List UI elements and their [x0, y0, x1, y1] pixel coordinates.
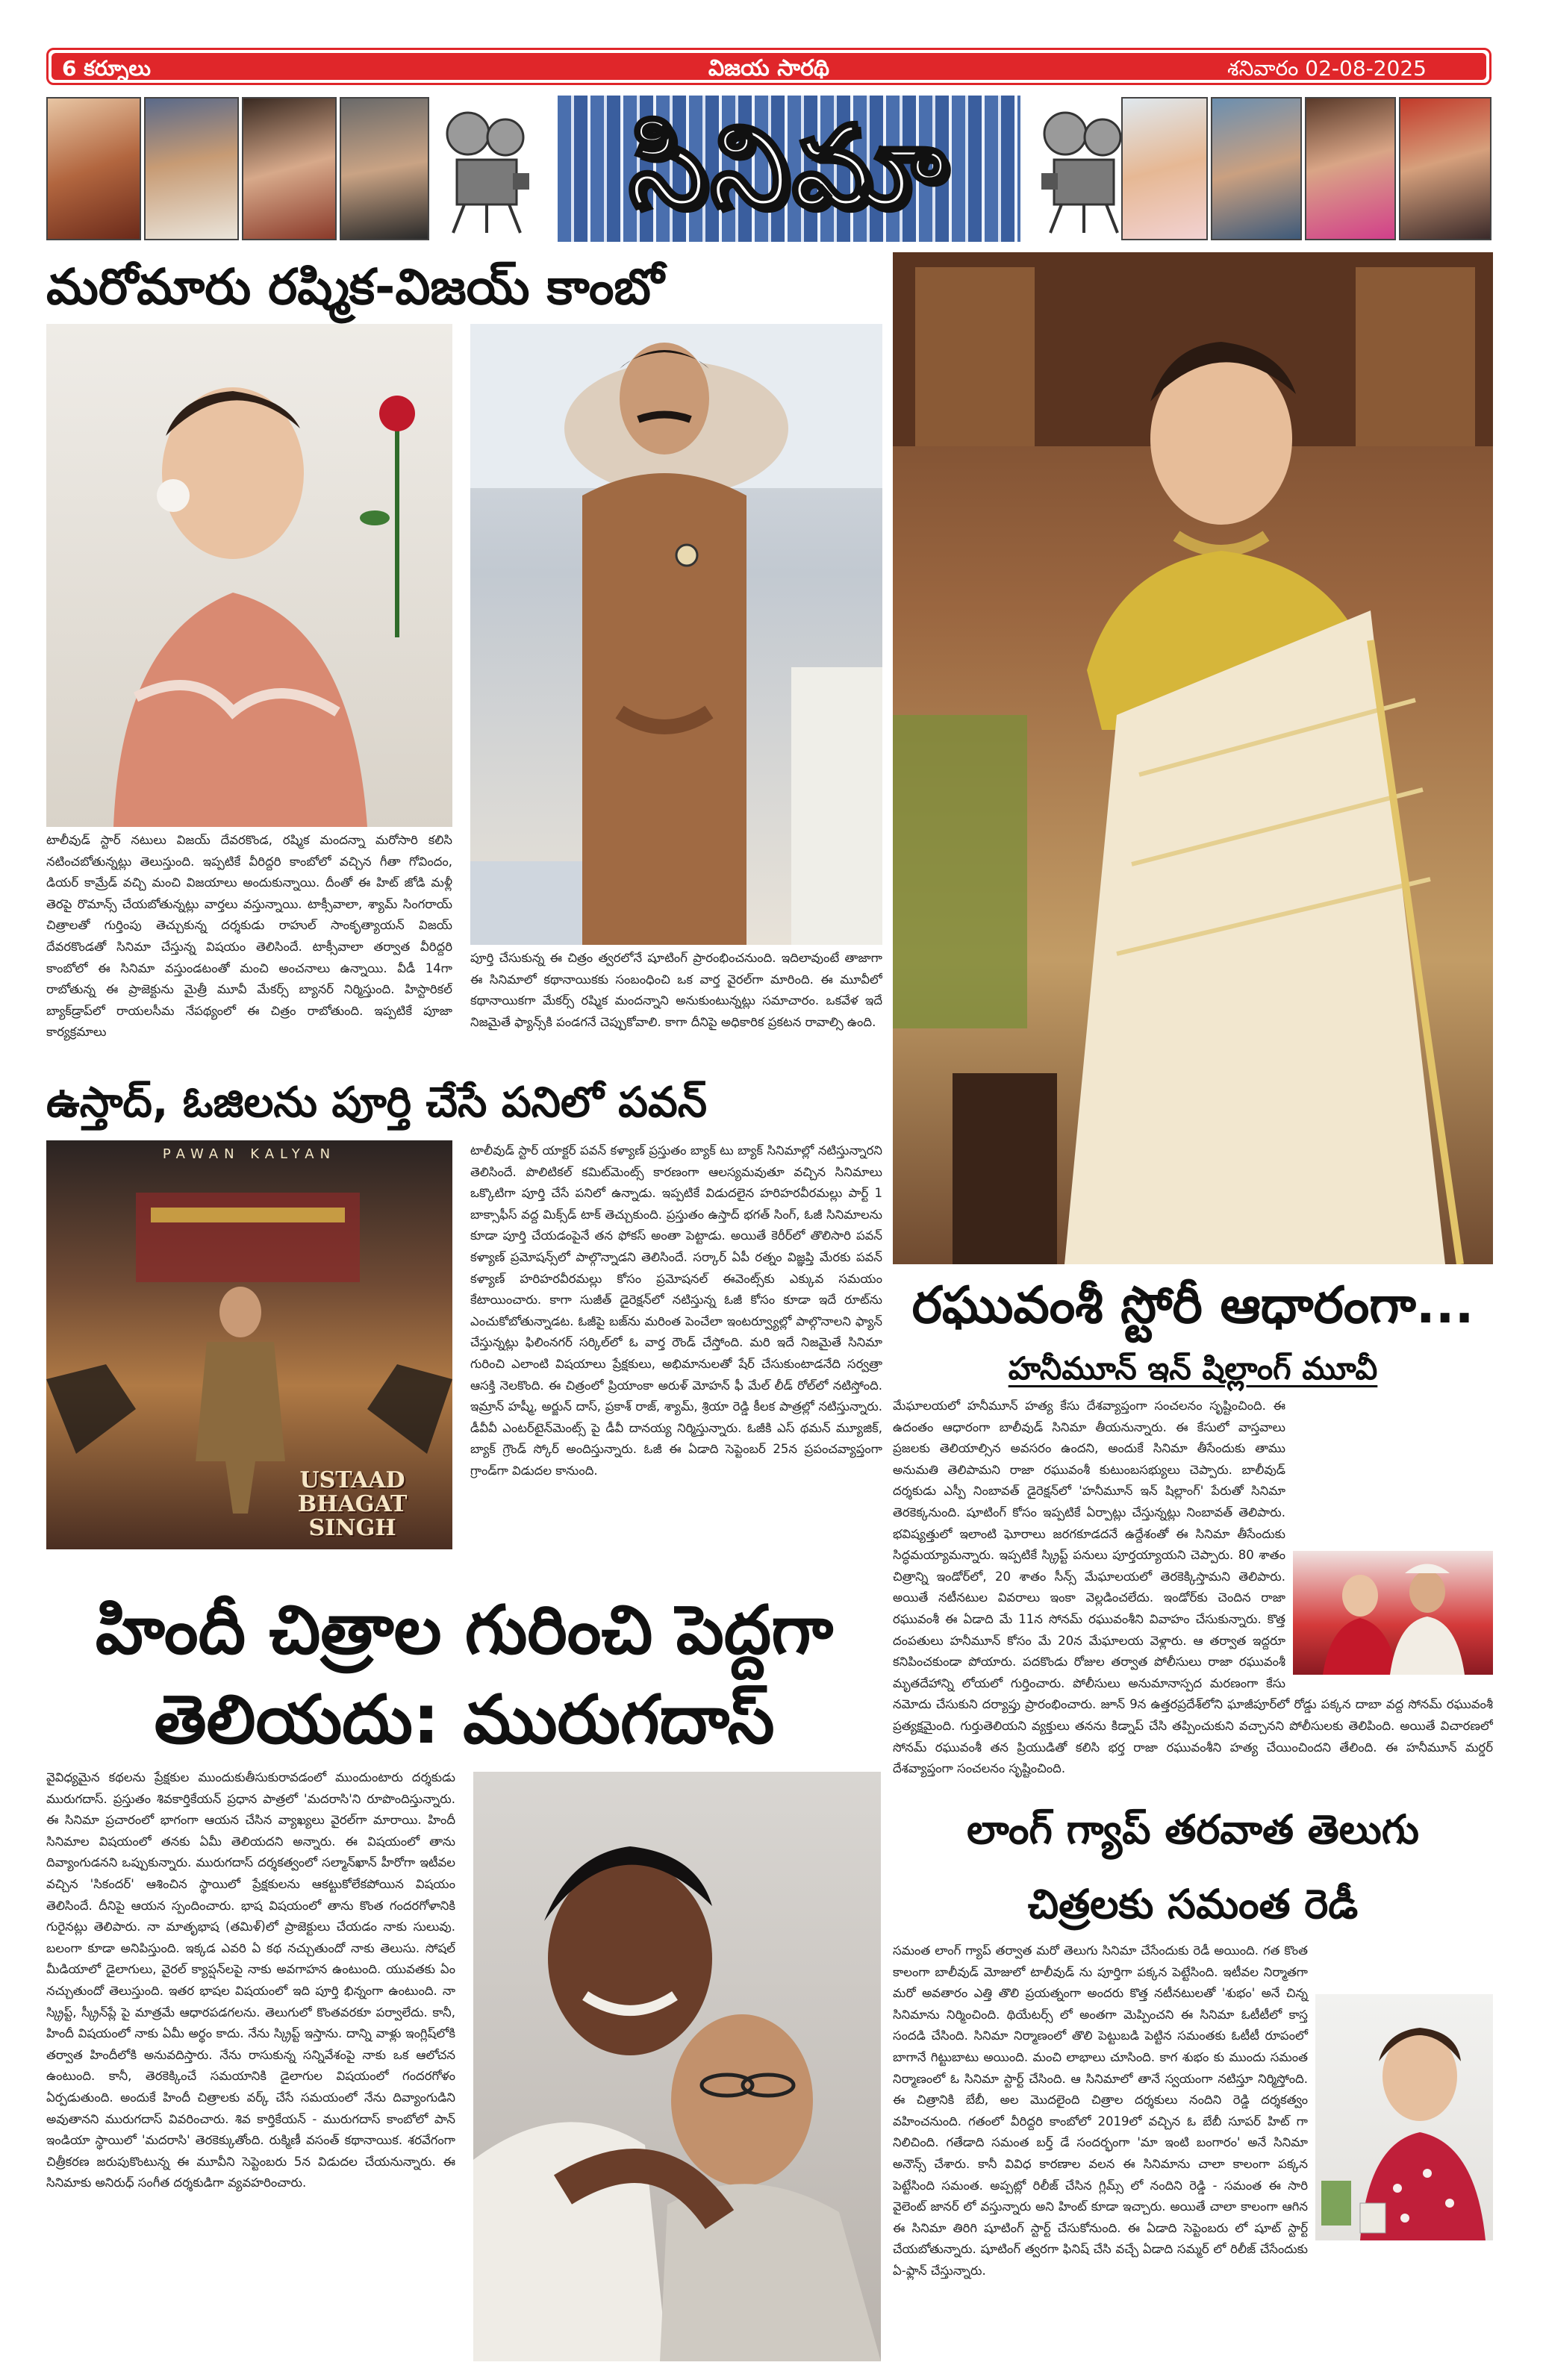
headline-rashmika: మరోమారు రష్మిక-విజయ్ కాంబో	[46, 258, 664, 316]
poster-title: USTAAD BHAGAT SINGH	[297, 1467, 408, 1541]
headline-samantha-line2: చిత్రలకు సమంత రెడీ	[1027, 1881, 1359, 1928]
actor-photo-2	[144, 97, 239, 240]
section-banner	[46, 94, 1491, 243]
samantha-body	[893, 1940, 1493, 2366]
headline-samantha-line1: లాంగ్ గ్యాప్ తరవాత తెలుగు	[967, 1806, 1419, 1853]
murugadoss-body: వైవిధ్యమైన కథలను ప్రేక్షకుల ముందుకుతీసుకురావడంలో ముందుంటారు దర్శకుడు మురుగదాస్. ప్రస్తుతం శివకార్తికేయన్ ప్రధాన పాత్రలో 'మదరాసి'ని రూపొందిస్తున్నారు. ఈ సినిమా ప్రచారంలో భాగంగా ఆయన చేసిన వ్యాఖ్యలు వైరల్‌గా మారాయి. హిందీ సినిమాల విషయంలో తనకు ఏమీ తెలియదని అన్నారు. ఈ విషయంలో తాను దివ్యాంగుడనని ఒప్పుకున్నారు. మురుగదాస్ దర్శకత్వంలో సల్మాన్‌ఖాన్ హీరోగా ఇటీవల వచ్చిన 'సికందర్' ఆశించిన స్థాయిలో ప్రేక్షకులను ఆకట్టుకోలేకపోయిన విషయం తెలిసిందే. దీనిపై ఆయన స్పందించారు. భాష విషయంలో తాను కొంత గందరగోళానికి గురైనట్లు తెలిపారు. నా మాతృభాష (తమిళ్)లో ప్రాజెక్టులు చేయడం నాకు సులువు. బలంగా కూడా అనిపిస్తుంది. ఇక్కడ ఎవరి ఏ కథ నచ్చుతుందో నాకు తెలుసు. సోషల్ మీడియాలో డైలాగులు, వైరల్ క్యాప్షన్‌లపై నాకు అవగాహన ఉంటుంది. యువతకు ఏం నచ్చుతుందో తెలుస్తుంది. ఇతర భాషల విషయంలో ఇది పూర్తి భిన్నంగా ఉంటుంది. నా స్క్రిప్ట్, స్క్రీన్‌ప్లే పై మాత్రమే ఆధారపడగలను. తెలుగులో కొంతవరకూ పర్వాలేదు. కానీ, హిందీ విషయంలో నాకు ఏమీ అర్థం కాదు. నేను స్క్రిప్ట్ ఇస్తాను. దాన్ని వాళ్లు ఇంగ్లిష్‌లోకి తర్వాత హిందీలోకి అనువదిస్తారు. నేను రాసుకున్న సన్నివేశంపై నాకు ఒక ఆలోచన ఉంటుంది. కానీ, తెరకెక్కించే సమయానికి డైలాగుల విషయంలో గందరగోళం ఏర్పడుతుంది. అందుకే హిందీ చిత్రాలకు వర్క్ చేసే సమయంలో నేను దివ్యాంగుడిని అవుతానని మురుగదాస్ వివరించారు. శివ కార్తికేయన్ - మురుగదాస్ కాంబోలో పాన్ ఇండియా స్థాయిలో 'మదరాసి' తెరకెక్కుతోంది. రుక్మిణీ వసంత్ కథానాయిక. శరవేగంగా చిత్రీకరణ జరుపుకొంటున్న ఈ మూవీని సెప్టెంబరు 5న విడుదల చేయనున్నారు. ఈ సినిమాకు అనిరుధ్ సంగీత దర్శకుడిగా వ్యవహరించారు.	[46, 1770, 455, 2190]
actor-photo-4	[340, 97, 429, 240]
headline-raghuvanshi: రఘువంశీ స్టోరీ ఆధారంగా...	[911, 1276, 1474, 1335]
page-label: 6 కర్నూలు	[62, 56, 151, 81]
actor-photo-6	[1211, 97, 1302, 240]
header-bar-fill	[52, 53, 1486, 80]
subheadline-raghuvanshi: హనీమూన్ ఇన్ షిల్లాంగ్ మూవీ	[1008, 1350, 1378, 1387]
actor-photo-3	[242, 97, 337, 240]
photo-wedding-couple	[1293, 1551, 1493, 1675]
film-projector-icon	[442, 107, 532, 234]
actor-photo-5	[1121, 97, 1208, 240]
rashmika-body-left: టాలీవుడ్ స్టార్ నటులు విజయ్ దేవరకొండ, రష్మిక మందన్నా మరోసారి కలిసి నటించబోతున్నట్లు తెలుస్తుంది. ఇప్పటికే వీరిద్దరి కాంబోలో వచ్చిన గీతా గోవిందం, డియర్ కామ్రేడ్ వచ్చి మంచి విజయాలు అందుకున్నాయి. దీంతో ఈ హిట్ జోడి మళ్లీ తెరపై రొమాన్స్ చేయబోతున్నట్లు వార్తలు వస్తున్నాయి. టాక్సీవాలా, శ్యామ్ సింగరాయ్ చిత్రాలతో గుర్తింపు తెచ్చుకున్న దర్శకుడు రాహుల్ సాంకృత్యాయన్ విజయ్ దేవరకొండతో సినిమా చేస్తున్న విషయం తెలిసిందే. టాక్సీవాలా తర్వాత వీరిద్దరి కాంబోలో ఈ సినిమా వస్తుండటంతో మంచి అంచనాలు ఉన్నాయి. వీడీ 14గా రాబోతున్న ఈ ప్రాజెక్టును మైత్రీ మూవీ మేకర్స్ బ్యానర్ నిర్మిస్తుంది. హిస్టారికల్ బ్యాక్‌డ్రాప్‌లో రాయలసీమ నేపథ్యంలో ఈ చిత్రం రాబోతుంది. ఇప్పటికే పూజా కార్యక్రమాలు	[46, 833, 452, 1040]
poster-ustaad	[46, 1140, 452, 1549]
paper-name: విజయ సారథి	[708, 55, 830, 81]
headline-murugadoss-line2: తెలియదు: మురుగదాస్	[154, 1681, 775, 1759]
photo-rashmika	[46, 324, 452, 827]
header-bar	[46, 48, 1491, 85]
photo-samantha	[1315, 1994, 1493, 2240]
poster-top-text: PAWAN KALYAN	[162, 1146, 337, 1162]
section-title: సినిమా	[629, 101, 950, 232]
photo-actress-saree	[893, 252, 1493, 1264]
actor-photo-8	[1399, 97, 1491, 240]
rashmika-body-right: పూర్తి చేసుకున్న ఈ చిత్రం త్వరలోనే షూటింగ్ ప్రారంభించనుంది. ఇదిలావుంటే తాజాగా ఈ సినిమాలో కథానాయికకు సంబంధించి ఒక వార్త వైరల్‌గా మారింది. ఈ మూవీలో కథానాయికగా మేకర్స్ రష్మిక మందన్నాని అనుకుంటున్నట్లు సమాచారం. ఒకవేళ ఇదే నిజమైతే ఫ్యాన్స్‌కి పండగనే చెప్పుకోవాలి. కాగా దీనిపై అధికారిక ప్రకటన రావాల్సి ఉంది.	[470, 951, 882, 1029]
actor-photo-1	[46, 97, 141, 240]
photo-vijay	[470, 324, 882, 945]
banner-film-strip	[558, 96, 1020, 242]
raghuvanshi-body	[893, 1396, 1493, 1791]
photo-rajini-murugadoss	[473, 1772, 881, 2361]
headline-murugadoss-line1: హిందీ చిత్రాల గురించి పెద్దగా	[95, 1591, 834, 1670]
issue-date: శనివారం 02-08-2025	[1227, 56, 1427, 81]
pawan-body: టాలీవుడ్ స్టార్ యాక్టర్ పవన్ కళ్యాణ్ ప్రస్తుతం బ్యాక్ టు బ్యాక్ సినిమాల్లో నటిస్తున్నారని తెలిసిందే. పొలిటికల్ కమిట్‌మెంట్స్ కారణంగా ఆలస్యమవుతూ వచ్చిన సినిమాలు ఒక్కొటిగా పూర్తి చేసే పనిలో ఉన్నాడు. ఇప్పటికే విడుదలైన హరిహరవీరమల్లు పార్ట్ 1 బాక్సాఫీస్ వద్ద మిక్స్‌డ్ టాక్ తెచ్చుకుంది. ప్రస్తుతం ఉస్తాద్ భగత్ సింగ్, ఓజీ సినిమాలను కూడా పూర్తి చేయడంపైనే తన ఫోకస్ అంతా పెట్టాడు. అయితే కెరీర్‌లో తొలిసారి పవన్ కళ్యాణ్ ప్రమోషన్స్‌లో పాల్గొన్నాడని తెలిసిందే. సర్కార్ ఏపీ రత్నం విజ్ఞప్తి మేరకు పవన్ కళ్యాణ్ హరిహరవీరమల్లు కోసం ప్రమోషనల్ ఈవెంట్స్‌కు ఎక్కువ సమయం కేటాయించారు. కాగా సుజీత్ డైరెక్షన్‌లో నటిస్తున్న ఓజీ కోసం కూడా ఇదే రూట్‌ను ఎంచుకోబోతున్నాడట. ఓజీపై బజ్‌ను మరింత పెంచేలా ఇంటర్వ్యూల్లో పాల్గొనాలని ఫ్యాన్ చేస్తున్నట్లు ఫిలింనగర్ సర్కిల్‌లో ఓ వార్త రౌండ్ చేస్తోంది. మరి ఇదే నిజమైతే సినిమా గురించి ఎలాంటి విషయాలు ప్రేక్షకులు, అభిమానులతో షేర్ చేసుకుంటాడనేది సర్వత్రా ఆసక్తి నెలకొంది. ఈ చిత్రంలో ప్రియాంకా అరుళ్ మోహన్ ఫీ మేల్ లీడ్ రోల్‌లో నటిస్తోంది. ఇమ్రాన్ హష్మీ, అర్జున్ దాస్, ప్రకాశ్ రాజ్, శ్యామ్, శ్రియా రెడ్డి కీలక పాత్రల్లో నటిస్తున్నారు. డీవీవీ ఎంటర్‌టైన్‌మెంట్స్ పై డీవీ దానయ్య నిర్మిస్తున్నారు. ఓజీకి ఎస్ థమన్ మ్యూజిక్, బ్యాక్ గ్రౌండ్ స్కోర్ అందిస్తున్నారు. ఓజీ ఈ ఏడాది సెప్టెంబర్ 25న ప్రపంచవ్యాప్తంగా గ్రాండ్‌గా విడుదల కానుంది.	[470, 1143, 882, 1478]
actor-photo-7	[1305, 97, 1396, 240]
raghuvanshi-body-text: మేఘాలయలో హనీమూన్ హత్య కేసు దేశవ్యాప్తంగా సంచలనం సృష్టించింది. ఈ ఉదంతం ఆధారంగా బాలీవుడ్ సినిమా తీయనున్నారు. ఈ కేసులో వాస్తవాలు ప్రజలకు తెలియాల్సిన అవసరం ఉందని, అందుకే సినిమా తీసేందుకు తాము అనుమతి తెలిపామని రాజా రఘువంశీ కుటుంబసభ్యులు చెప్పారు. బాలీవుడ్ దర్శకుడు ఎస్పీ నింబావత్ డైరెక్షన్‌లో 'హనీమూన్ ఇన్ షిల్లాంగ్' పేరుతో సినిమా తెరకెక్కనుంది. షూటింగ్ కోసం ఇప్పటికే ఏర్పాట్లు చేస్తున్నట్లు నింబావత్ తెలిపారు. భవిష్యత్తులో ఇలాంటి ఘోరాలు జరగకూడదనే ఉద్దేశంతో ఈ సినిమా తీసేందుకు సిద్ధమయ్యామన్నారు. ఇప్పటికే స్క్రిప్ట్ పనులు పూర్తయ్యాయని చెప్పారు. 80 శాతం చిత్రాన్ని ఇండోర్‌లో, 20 శాతం సీన్స్ మేఘాలయలో తెరకెక్కిస్తామని తెలిపారు. అయితే నటీనటుల వివరాలు ఇంకా వెల్లడించలేదు. ఇండోర్‌కు చెందిన రాజా రఘువంశీ ఈ ఏడాది మే 11న సోనమ్ రఘువంశీని వివాహం చేసుకున్నారు. కొత్త దంపతులు హనీమూన్ కోసం మే 20న మేఘాలయ వెళ్లారు. ఆ తర్వాత ఇద్దరూ కనిపించకుండా పోయారు. పదకొండు రోజుల తర్వాత పోలీసులు రాజా రఘువంశీ మృతదేహాన్ని లోయలో గుర్తించారు. పోలీసులు అనుమానాస్పద మరణంగా కేసు నమోదు చేసుకుని దర్యాప్తు ప్రారంభించారు. జూన్ 9న ఉత్తరప్రదేశ్‌లోని ఘాజీపూర్‌లో రోడ్డు పక్కన దాబా వద్ద సోనమ్ రఘువంశీ ప్రత్యక్షమైంది. గుర్తుతెలియని వ్యక్తులు తనను కిడ్నాప్ చేసి తప్పించుకుని వచ్చానని పోలీసులకు తెలిపింది. అయితే విచారణలో సోనమ్ రఘువంశీ తన ప్రియుడితో కలిసి భర్త రాజా రఘువంశీని హత్య చేయించిందని తేలింది. ఈ హనీమూన్ మర్డర్ దేశవ్యాప్తంగా సంచలనం సృష్టించింది.	[893, 1399, 1493, 1776]
headline-pawan: ఉస్తాద్, ఓజిలను పూర్తి చేసే పనిలో పవన్	[46, 1078, 708, 1127]
samantha-body-text: సమంత లాంగ్ గ్యాప్ తర్వాత మరో తెలుగు సినిమా చేసేందుకు రెడీ అయింది. గత కొంత కాలంగా బాలీవుడ్ మోజులో టాలీవుడ్ ను పూర్తిగా పక్కన పెట్టేసింది. ఇటీవల నిర్మాతగా మరో అవతారం ఎత్తి తొలి ప్రయత్నంగా అందరు కొత్త నటీనటులతో 'శుభం' అనే చిన్న సినిమాను నిర్మించింది. థియేటర్స్ లో అంతగా మెప్పించని ఈ సినిమా ఓటీటీలో కాస్త సందడి చేసింది. సినిమా నిర్మాణంలో తొలి పెట్టుబడి పెట్టిన సమంతకు ఓటీటీ రూపంలో బాగానే గిట్టుబాటు అయింది. మంచి లాభాలు చూసింది. కాగ శుభం కు ముందు సమంత నిర్మాణంలో ఓ సినిమా స్టార్ట్ చేసింది. ఆ సినిమాలో తానే స్వయంగా నటిస్తూ నిర్మిస్తోంది. ఈ చిత్రానికి బేబీ, అల మొదలైంది చిత్రాల దర్శకులు నందిని రెడ్డి దర్శకత్వం వహించనుంది. గతంలో వీరిద్దరి కాంబోలో 2019లో వచ్చిన ఓ బేబీ సూపర్ హిట్ గా నిలిచింది. గతేడాది సమంత బర్త్ డే సందర్భంగా 'మా ఇంటి బంగారం' అనే సినిమా అనౌన్స్ చేశారు. కానీ వివిధ కారణాల వలన ఈ సినిమాను చాలా కాలంగా పక్కన పెట్టేసింది సమంత. అప్పట్లో రిలీజ్ చేసిన గ్లిమ్స్ లో నందిని రెడ్డి - సమంత ఈ సారి వైలెంట్ జానర్ లో వస్తున్నారు అని హింట్ కూడా ఇచ్చారు. అయితే చాలా కాలంగా ఆగిన ఈ సినిమా తిరిగి షూటింగ్ స్టార్ట్ చేసుకోనుంది. ఈ ఏడాది సెప్టెంబరు లో షూట్ స్టార్ట్ చేయబోతున్నారు. షూటింగ్ త్వరగా ఫినిష్ చేసి వచ్చే ఏడాది సమ్మర్ లో రిలీజ్ చేసేందుకు ఏ-ఫ్లాన్ చేస్తున్నారు.	[893, 1943, 1308, 2278]
film-projector-icon	[1039, 107, 1129, 234]
